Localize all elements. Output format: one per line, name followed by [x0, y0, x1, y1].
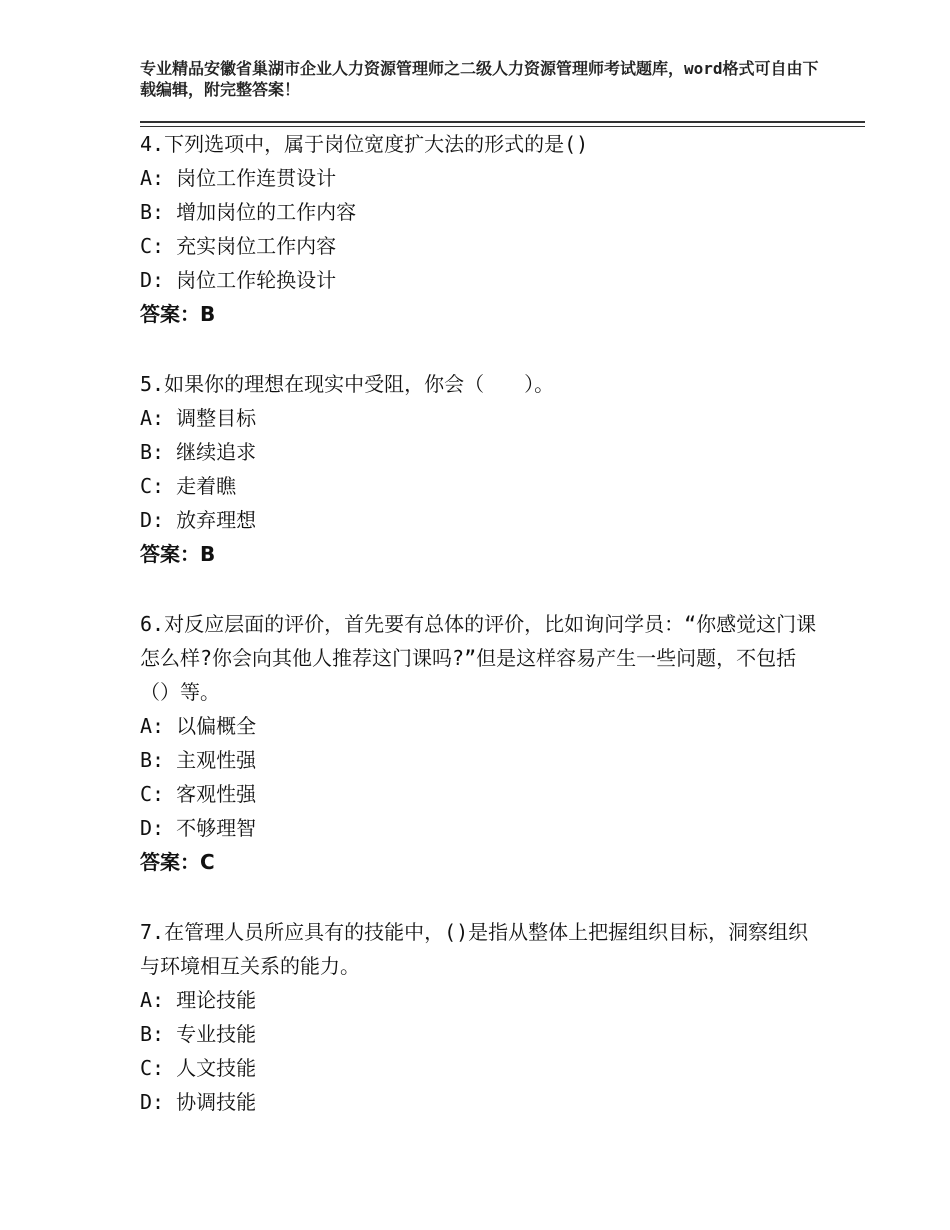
document-header: 专业精品安徽省巢湖市企业人力资源管理师之二级人力资源管理师考试题库，word格式可自由下载编辑，附完整答案！	[140, 59, 819, 99]
question-stem: 7.在管理人员所应具有的技能中，()是指从整体上把握组织目标，洞察组织与环境相互关系的能力。	[140, 920, 809, 978]
question-stem: 5.如果你的理想在现实中受阻，你会（ ）。	[140, 372, 555, 396]
option-c: C: 充实岗位工作内容	[140, 234, 337, 258]
question-4	[140, 127, 820, 331]
answer-label: 答案：B	[140, 542, 216, 566]
answer-label: 答案：B	[140, 302, 216, 326]
option-a: A: 调整目标	[140, 406, 257, 430]
question-7	[140, 915, 820, 1119]
option-d: D: 放弃理想	[140, 508, 257, 532]
answer-label: 答案：C	[140, 850, 215, 874]
option-a: A: 理论技能	[140, 988, 257, 1012]
option-a: A: 岗位工作连贯设计	[140, 166, 337, 190]
question-list	[140, 127, 820, 1119]
option-b: B: 增加岗位的工作内容	[140, 200, 357, 224]
option-a: A: 以偏概全	[140, 714, 257, 738]
option-c: C: 人文技能	[140, 1056, 257, 1080]
option-b: B: 主观性强	[140, 748, 257, 772]
option-c: C: 客观性强	[140, 782, 257, 806]
question-stem: 6.对反应层面的评价，首先要有总体的评价，比如询问学员：“你感觉这门课怎么样?你会向其他人推荐这门课吗?”但是这样容易产生一些问题，不包括（）等。	[140, 612, 817, 704]
question-stem: 4.下列选项中，属于岗位宽度扩大法的形式的是()	[140, 132, 589, 156]
option-d: D: 岗位工作轮换设计	[140, 268, 337, 292]
question-5	[140, 367, 820, 571]
option-d: D: 不够理智	[140, 816, 257, 840]
option-b: B: 专业技能	[140, 1022, 257, 1046]
option-c: C: 走着瞧	[140, 474, 237, 498]
option-d: D: 协调技能	[140, 1090, 257, 1114]
option-b: B: 继续追求	[140, 440, 257, 464]
header-rule-thick	[140, 121, 865, 123]
question-6	[140, 607, 820, 879]
